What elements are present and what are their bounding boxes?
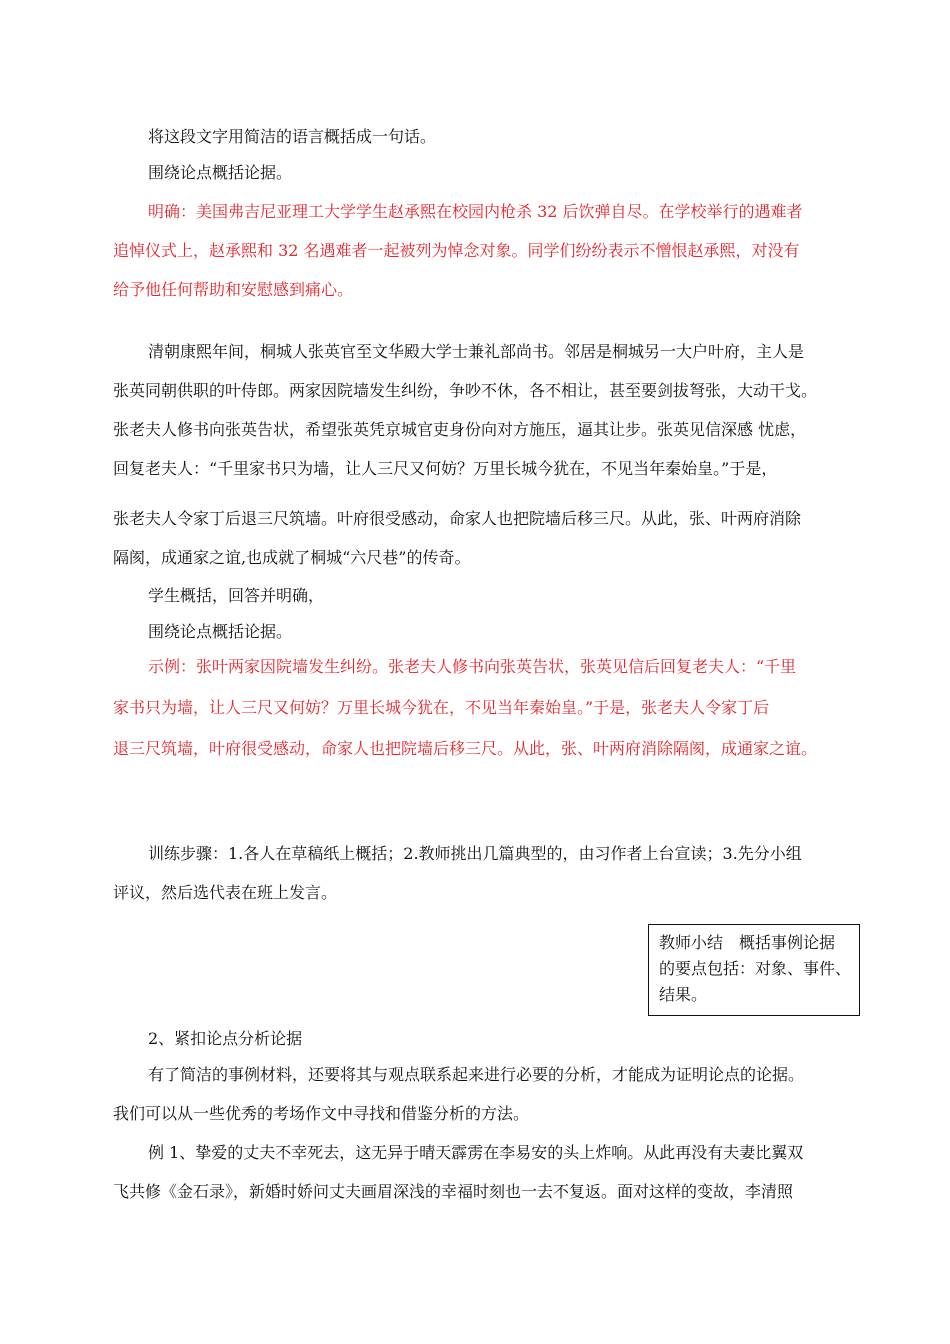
intro-line: 我们可以从一些优秀的考场作文中寻找和借鉴分析的方法。 xyxy=(113,1104,530,1123)
prompt-text: 围绕论点概括论据。 xyxy=(148,622,293,641)
example1-line: 例 1、挚爱的丈夫不幸死去，这无异于晴天霹雳在李易安的头上炸响。从此再没有夫妻比翼双 xyxy=(148,1143,804,1162)
section-heading: 2、紧扣论点分析论据 xyxy=(148,1029,303,1048)
answer-line: 给予他任何帮助和安慰感到痛心。 xyxy=(113,280,354,299)
example-line: 退三尺筑墙，叶府很受感动，命家人也把院墙后移三尺。从此，张、叶两府消除隔阂，成通家之谊。 xyxy=(113,739,818,758)
training-line: 评议，然后选代表在班上发言。 xyxy=(113,883,338,902)
instruction-text: 将这段文字用简洁的语言概括成一句话。 xyxy=(148,127,437,146)
teacher-summary-box xyxy=(648,924,860,1016)
example1-line: 飞共修《金石录》，新婚时娇问丈夫画眉深浅的幸福时刻也一去不复返。面对这样的变故，李清照 xyxy=(113,1182,794,1201)
story-line: 隔阂，成通家之谊,也成就了桐城“六尺巷”的传奇。 xyxy=(113,548,471,567)
prompt-text: 围绕论点概括论据。 xyxy=(148,163,293,182)
answer-line: 追悼仪式上，赵承熙和 32 名遇难者一起被列为悼念对象。同学们纷纷表示不憎恨赵承熙，对没有 xyxy=(113,241,800,260)
story-line: 张老夫人令家丁后退三尺筑墙。叶府很受感动，命家人也把院墙后移三尺。从此，张、叶两府消除 xyxy=(113,509,802,528)
story-line: 张英同朝供职的叶侍郎。两家因院墙发生纠纷，争吵不休，各不相让，甚至要剑拔弩张，大动干戈。 xyxy=(113,381,818,400)
summary-line: 的要点包括：对象、事件、 xyxy=(659,959,852,978)
summary-line: 结果。 xyxy=(659,985,708,1004)
summary-line: 教师小结 概括事例论据 xyxy=(659,933,836,952)
training-line: 训练步骤：1.各人在草稿纸上概括；2.教师挑出几篇典型的，由习作者上台宣读；3.先分小组 xyxy=(148,844,802,863)
answer-line: 明确：美国弗吉尼亚理工大学学生赵承熙在校园内枪杀 32 后饮弹自尽。在学校举行的遇难者 xyxy=(148,202,803,221)
story-line: 张老夫人修书向张英告状，希望张英凭京城官吏身份向对方施压，逼其让步。张英见信深感 忧虑， xyxy=(113,420,807,439)
step-text: 学生概括，回答并明确， xyxy=(148,586,325,605)
example-line: 示例：张叶两家因院墙发生纠纷。张老夫人修书向张英告状，张英见信后回复老夫人：“千里 xyxy=(148,657,797,676)
example-line: 家书只为墙，让人三尺又何妨？万里长城今犹在，不见当年秦始皇。”于是，张老夫人令家丁后 xyxy=(113,698,770,717)
story-line: 清朝康熙年间，桐城人张英官至文华殿大学士兼礼部尚书。邻居是桐城另一大户叶府，主人是 xyxy=(148,342,805,361)
intro-line: 有了简洁的事例材料，还要将其与观点联系起来进行必要的分析，才能成为证明论点的论据。 xyxy=(148,1065,805,1084)
story-line: 回复老夫人：“千里家书只为墙，让人三尺又何妨？万里长城今犹在，不见当年秦始皇。”于是， xyxy=(113,459,778,478)
